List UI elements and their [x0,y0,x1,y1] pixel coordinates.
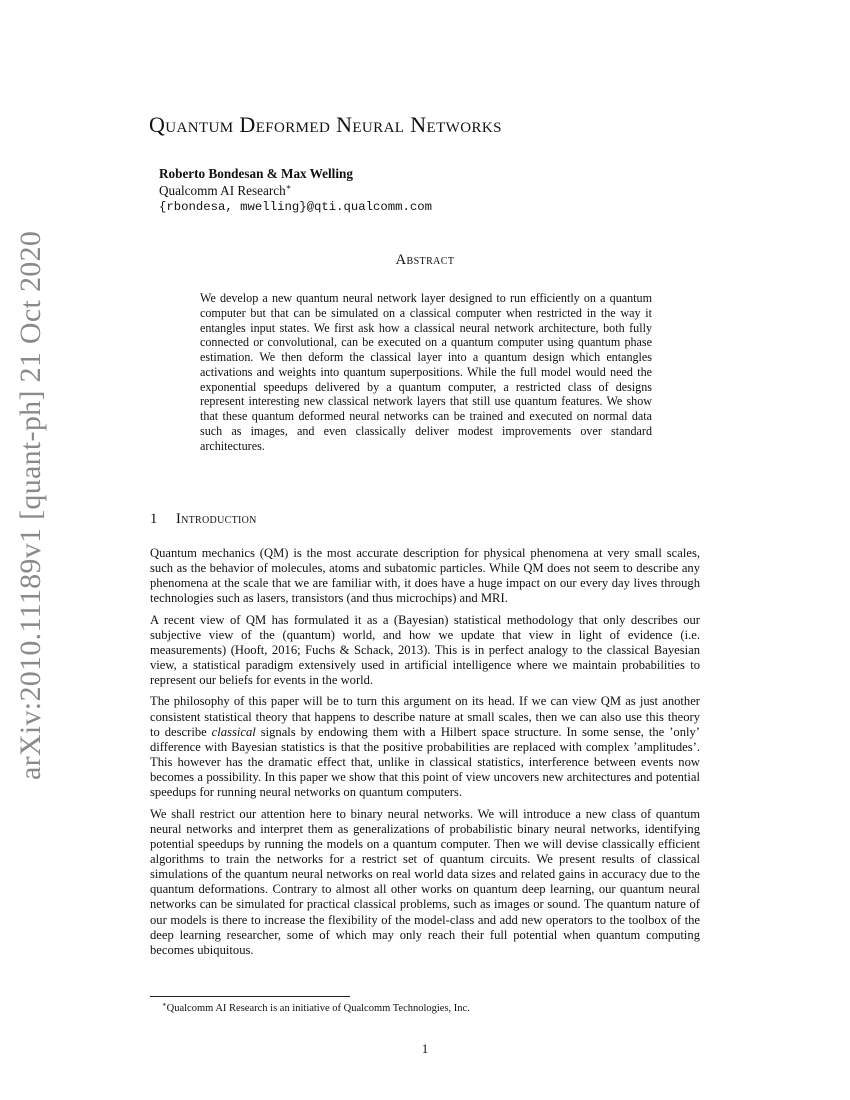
introduction-body [150,546,700,964]
section-number: 1 [150,511,158,527]
affiliation-footnote-mark: ∗ [285,181,292,192]
footnote-mark: ∗ [162,1001,167,1009]
abstract-heading: Abstract [395,252,455,268]
author-names: Roberto Bondesan & Max Welling [159,166,353,181]
affiliation-text: Qualcomm AI Research [159,183,286,198]
paragraph-3-emphasis: classical [211,724,256,739]
arxiv-identifier-stamp: arXiv:2010.11189v1 [quant-ph] 21 Oct 2020 [14,230,47,780]
page-number: 1 [421,1042,429,1056]
paragraph-3-start: The philosophy of this paper will be to turn this argument on its head. If we can view QM as just another consistent statistical theory that happens to describe nature at small scales, then we can also use this theory to describe [150,694,700,739]
footnote-text: Qualcomm AI Research is an initiative of Qualcomm Technologies, Inc. [166,1003,470,1014]
paragraph-4: We shall restrict our attention here to binary neural networks. We will introduce a new class of quantum neural networks and interpret them as generalizations of probabilistic binary neural networks, identifying potential speedups by running the models on a quantum computer. Then we will devise classically efficient algorithms to train the networks for a restrict set of quantum circuits. We present results of classical simulations of the quantum neural networks on real world data sizes and related gains in accuracy due to the quantum deformations. Contrary to almost all other works on quantum deep learning, our quantum neural networks can be simulated for practical classical problems, such as images or sound. The quantum nature of our models is there to increase the flexibility of the model-class and add new operators to the toolbox of the deep learning researcher, some of which may only reach their full potential when quantum computing becomes ubiquitous. [150,806,700,957]
paragraph-3 [150,694,700,800]
footnote [162,1003,470,1014]
footnote-divider [150,996,350,997]
paper-title: Quantum Deformed Neural Networks [149,112,502,137]
author-affiliation [159,182,432,199]
paragraph-2: A recent view of QM has formulated it as a (Bayesian) statistical methodology that only describes our subjective view of the (quantum) world, and how we update that view in light of evidence (i.e. measurements) (Hooft, 2016; Fuchs & Schack, 2013). This is in perfect analogy to the classical Bayesian view, a statistical paradigm extensively used in artificial intelligence where we maintain probabilities to represent our beliefs for events in the world. [150,612,700,688]
abstract-text: We develop a new quantum neural network layer designed to run efficiently on a quantum computer but that can be simulated on a classical computer when restricted in the way it entangles input states. We first ask how a classical neural network architecture, both fully connected or convolutional, can be executed on a quantum computer using quantum phase estimation. We then deform the classical layer into a quantum design which entangles activations and weights into quantum superpositions. While the full model would need the exponential speedups delivered by a quantum computer, a restricted class of designs represent interesting new classical network layers that still use quantum features. We show that these quantum deformed neural networks can be trained and executed on normal data such as images, and even classically deliver modest improvements over standard architectures. [200,291,652,453]
paragraph-1: Quantum mechanics (QM) is the most accurate description for physical phenomena at very small scales, such as the behavior of molecules, atoms and subatomic particles. While QM does not seem to describe any phenomena at the scale that we are familiar with, it does have a huge impact on our every day lives through technologies such as lasers, transistors (and thus microchips) and MRI. [150,546,700,606]
author-block [159,165,432,216]
section-heading-introduction [150,511,257,528]
paragraph-3-end: signals by endowing them with a Hilbert space structure. In some sense, the ’only’ difference with Bayesian statistics is that the positive probabilities are replaced with complex ’amplitudes’. This however has the dramatic effect that, unlike in classical statistics, interference between events now becomes a possibility. In this paper we show that this point of view uncovers new architectures and potential speedups for running neural networks on quantum computers. [150,724,700,800]
author-email: {rbondesa, mwelling}@qti.qualcomm.com [159,200,433,214]
section-title: Introduction [176,511,257,527]
